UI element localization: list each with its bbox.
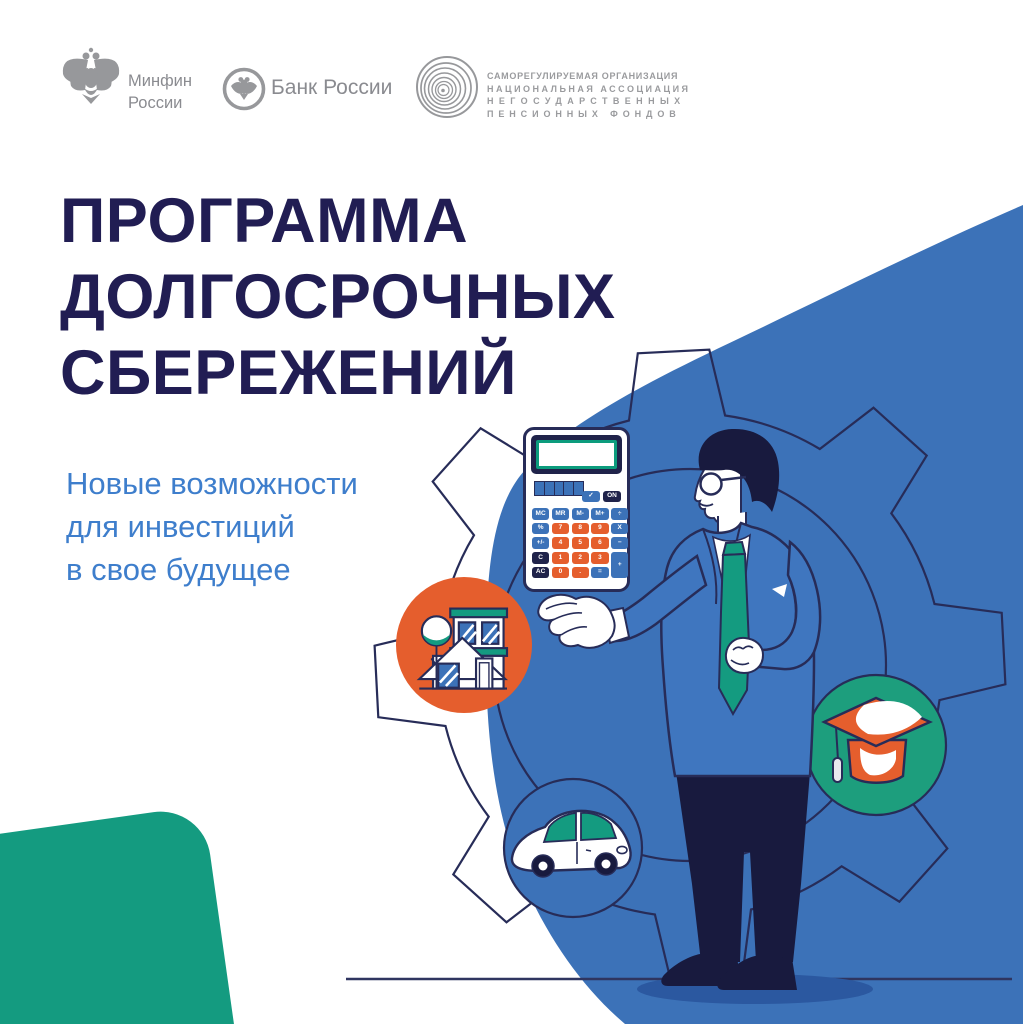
calc-button: M- (572, 508, 589, 520)
calc-button: 3 (591, 552, 608, 564)
calculator-power-row (582, 491, 621, 502)
calc-on-button: ON (603, 491, 621, 502)
title-line2: ДОЛГОСРОЧНЫХ (60, 262, 616, 332)
title-line1: ПРОГРАММА (60, 186, 469, 256)
napf-line4: ПЕНСИОННЫХ ФОНДОВ (487, 108, 681, 119)
cbr-logo-text: Банк России (271, 76, 393, 99)
calc-button: 8 (572, 523, 589, 535)
napf-rings-emblem (414, 54, 480, 120)
subtitle-line3: в свое будущее (66, 552, 291, 587)
page-subtitle (66, 462, 358, 591)
subtitle-line2: для инвестиций (66, 509, 295, 544)
napf-line3: НЕГОСУДАРСТВЕННЫХ (487, 96, 686, 106)
calculator-display (531, 435, 622, 474)
calc-button: 4 (552, 537, 569, 549)
calc-button: M+ (591, 508, 608, 520)
calculator-keypad (532, 508, 628, 578)
napf-logo (414, 54, 480, 125)
calc-button: 5 (572, 537, 589, 549)
minfin-logo (60, 46, 122, 115)
calc-button: ÷ (611, 508, 628, 520)
calc-button: C (532, 552, 549, 564)
calc-button: 6 (591, 537, 608, 549)
calc-button: AC (532, 567, 549, 579)
calc-check-button: ✓ (582, 491, 600, 502)
calc-button: % (532, 523, 549, 535)
calc-button: 2 (572, 552, 589, 564)
page-title (60, 183, 616, 411)
calc-button: +/- (532, 537, 549, 549)
cbr-eagle-emblem (221, 66, 267, 112)
graduation-cap-icon (806, 675, 946, 815)
cbr-logo (221, 66, 267, 117)
calculator-solar-panel (534, 481, 583, 496)
minfin-eagle-emblem (60, 46, 122, 110)
minfin-line2: России (128, 94, 183, 112)
car-icon (504, 779, 642, 917)
napf-line2: НАЦИОНАЛЬНАЯ АССОЦИАЦИЯ (487, 83, 691, 94)
calc-button: 1 (552, 552, 569, 564)
calculator-screen (536, 440, 617, 469)
calc-button: = (591, 567, 608, 579)
minfin-line1: Минфин (128, 72, 192, 90)
subtitle-line1: Новые возможности (66, 466, 358, 501)
calc-button: X (611, 523, 628, 535)
house-icon (396, 577, 532, 713)
calc-button: MR (552, 508, 569, 520)
calc-button: 9 (591, 523, 608, 535)
calc-button: − (611, 537, 628, 549)
calc-button: 7 (552, 523, 569, 535)
calc-button: . (572, 567, 589, 579)
calculator-icon (523, 427, 630, 592)
title-line3: СБЕРЕЖЕНИЙ (60, 338, 517, 408)
calc-plus-button: + (611, 552, 628, 578)
calc-button: 0 (552, 567, 569, 579)
napf-line1: САМОРЕГУЛИРУЕМАЯ ОРГАНИЗАЦИЯ (487, 71, 679, 81)
calc-button: MC (532, 508, 549, 520)
teal-corner-shape (0, 805, 248, 1024)
